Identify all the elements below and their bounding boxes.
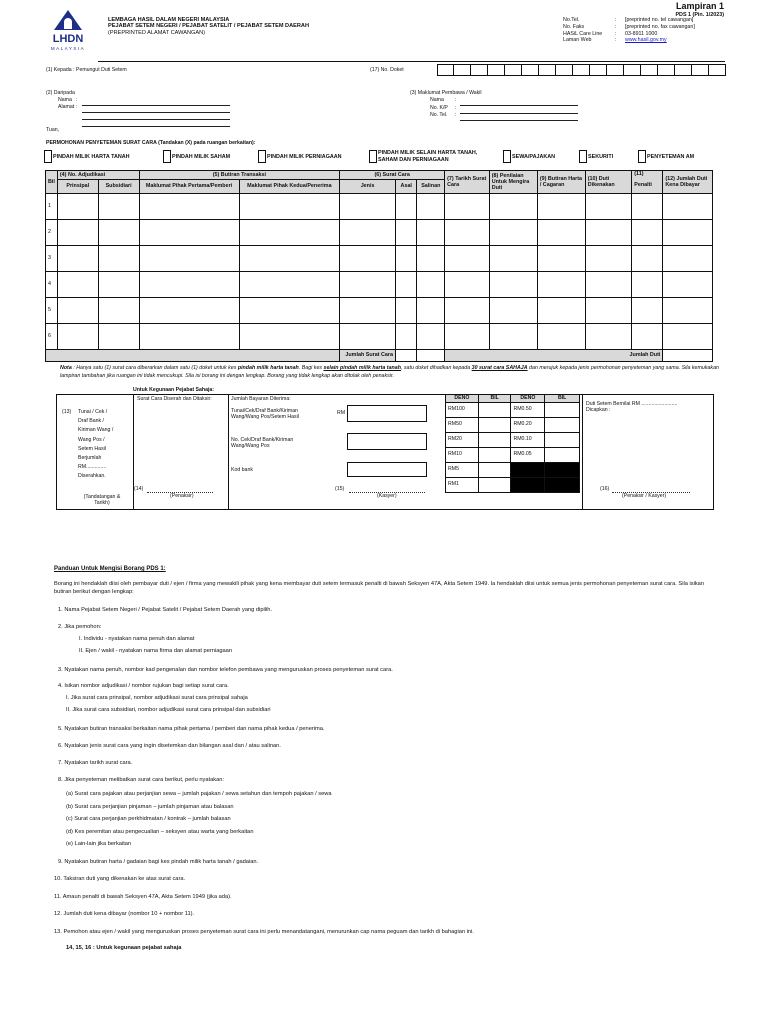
- no-cek-label: No. Cek/Draf Bank/Kiriman Wang/Wang Pos: [231, 437, 294, 450]
- office-use-title: Untuk Kegunaan Pejabat Sahaja:: [133, 387, 215, 393]
- logo-subtext: MALAYSIA: [50, 46, 86, 51]
- doket-digit-box[interactable]: [692, 64, 709, 76]
- checkbox-sekuriti[interactable]: [579, 150, 587, 163]
- alamat-field-line[interactable]: [82, 119, 230, 120]
- option-saham: PINDAH MILIK SAHAM: [172, 154, 231, 160]
- lhdn-logo: [46, 8, 90, 52]
- guide-item: (c) Surat cara perjanjian perkhidmatan / kontrak – jumlah balasan: [66, 816, 231, 822]
- bayaran-jenis-label: Tunai/Cek/Draf Bank/Kiriman Wang/Wang Pos/Setem Hasil: [231, 408, 299, 421]
- guide-item: 11. Amaun penalti di bawah Seksyen 47A, Akta Setem 1949 (jika ada).: [54, 894, 232, 900]
- guide-item: (a) Surat cara pajakan atau perjanjian sewa – jumlah pajakan / sewa setahun dan tempoh pajakan / sewa: [66, 791, 332, 797]
- guide-item: 7. Nyatakan tarikh surat cara.: [58, 760, 133, 766]
- checkbox-sewa[interactable]: [503, 150, 511, 163]
- checkbox-selain[interactable]: [369, 150, 377, 163]
- blacked-out-cell: [511, 478, 545, 493]
- tuan-salutation: Tuan,: [46, 127, 60, 133]
- guide-item: 13. Pemohon atau ejen / wakil yang menguruskan proses penyeteman surat cara ini perlu menandatangani, menurunkan cap nama peguam dan tarikh di bahagian ini.: [54, 929, 474, 935]
- doket-digit-box[interactable]: [590, 64, 607, 76]
- option-selain: PINDAH MILIK SELAIN HARTA TANAH, SAHAM DAN PERNIAGAAN: [378, 150, 478, 163]
- col-transaksi: (5) Butiran Transaksi: [139, 171, 340, 180]
- guide-item: 1. Nama Pejabat Setem Negeri / Pejabat Satelit / Pejabat Setem Daerah yang dipilih.: [58, 607, 273, 613]
- jumlah-surat-cara-label: Jumlah Surat Cara: [340, 350, 396, 362]
- kasyer-label: (Kasyer): [377, 493, 397, 499]
- jumlah-bayaran-label: Jumlah Bayaran Diterima:: [231, 396, 291, 402]
- col-penalti: (11) Penalti: [632, 171, 663, 194]
- header-divider: [98, 61, 725, 62]
- logo-text: LHDN: [52, 33, 84, 45]
- nama-label: Nama: [58, 97, 72, 103]
- doket-digit-box[interactable]: [505, 64, 522, 76]
- guide-item: II. Jika surat cara subsidiari, nombor adjudikasi surat cara prinsipal dan subsidiari: [66, 707, 271, 713]
- doket-digit-box[interactable]: [539, 64, 556, 76]
- col-penilaian: (8) Penilaian Untuk Mengira Duti: [489, 171, 537, 194]
- blacked-out-cell: [545, 463, 580, 478]
- contact-value: 03-8911 1000: [625, 30, 658, 37]
- rm-label: RM: [337, 410, 346, 416]
- website-link[interactable]: www.hasil.gov.my: [625, 37, 667, 44]
- kod-bank-label: Kod bank: [231, 467, 253, 473]
- guide-item: I. Individu - nyatakan nama penuh dan alamat: [79, 636, 195, 642]
- pembawa-kp-label: No. K/P: [430, 105, 448, 111]
- doket-digit-box[interactable]: [641, 64, 658, 76]
- no-cek-field[interactable]: [347, 433, 427, 450]
- label-13: (13): [62, 409, 72, 415]
- table-row: 6: [46, 324, 713, 350]
- organization-block: [108, 17, 309, 36]
- duti-bernilai-label: Duti Setem Bernilai RM .........................: [586, 401, 678, 407]
- checkbox-saham[interactable]: [163, 150, 171, 163]
- jumlah-duti-label: Jumlah Duti: [445, 350, 663, 362]
- guide-item: 3. Nyatakan nama penuh, nombor kad pengenalan dan nombor telefon pembawa yang menguruskan proses penyeteman surat cara.: [58, 667, 393, 673]
- guide-item: (e) Lain-lain jika berkaitan: [66, 841, 132, 847]
- guide-item: (b) Surat cara perjanjian pinjaman – jumlah pinjaman atau balasan: [66, 804, 234, 810]
- guide-item: I. Jika surat cara prinsipal, nombor adjudikasi surat cara prinsipal sahaja: [66, 695, 248, 701]
- col-duti: (10) Duti Dikenakan: [585, 171, 632, 194]
- col-butiran-harta: (9) Butiran Harta / Cagaran: [537, 171, 585, 194]
- guide-item: (d) Kes peremitan atau pengecualian – seksyen atau warta yang berkaitan: [66, 829, 254, 835]
- guide-item: 12. Jumlah duti kena dibayar (nombor 10 + nombor 11).: [54, 911, 195, 917]
- table-row: 4: [46, 272, 713, 298]
- option-sewa: SEWA/PAJAKAN: [512, 154, 556, 160]
- option-penyeteman-am: PENYETEMAN AM: [647, 154, 695, 160]
- kepada-label: (1) Kepada : Pemungut Duti Setem: [46, 67, 127, 73]
- col-salinan: Salinan: [417, 180, 445, 194]
- guide-item: II. Ejen / wakil - nyatakan nama firma dan alamat perniagaan: [79, 648, 233, 654]
- penaksir-kasyer-label: (Penaksir / Kasyer): [622, 493, 667, 499]
- option-sekuriti: SEKURITI: [588, 154, 614, 160]
- permohonan-heading: PERMOHONAN PENYETEMAN SURAT CARA (Tandakan (X) pada ruangan berkaitan):: [46, 140, 256, 146]
- total-salinan[interactable]: [417, 350, 445, 362]
- contact-value: [preprinted no. tel cawangan]: [625, 17, 694, 23]
- alamat-field-line[interactable]: [82, 112, 230, 113]
- surat-diserah-label: Surat Cara Diserah dan Ditaksir:: [137, 396, 212, 402]
- guide-item: 9. Nyatakan butiran harta / gadaian bagi kes pindah milik harta tanah / gadaian.: [58, 859, 259, 865]
- doket-digit-box[interactable]: [488, 64, 505, 76]
- doket-digit-box[interactable]: [556, 64, 573, 76]
- doket-digit-box[interactable]: [454, 64, 471, 76]
- pembawa-kp-field[interactable]: [460, 113, 578, 114]
- daripada-label: (2) Daripada: [46, 90, 75, 96]
- col-subsidiari: Subsidiari: [98, 180, 139, 194]
- org-office: PEJABAT SETEM NEGERI / PEJABAT SATELIT / PEJABAT SETEM DAERAH: [108, 23, 309, 30]
- totals-row: [46, 350, 713, 362]
- bayaran-amount-field[interactable]: [347, 405, 427, 422]
- guide-item: 4. Isikan nombor adjudikasi / nombor rujukan bagi setiap surat cara.: [58, 683, 229, 689]
- pembawa-tel-label: No. Tel.: [430, 112, 448, 118]
- label-15: (15): [335, 486, 345, 492]
- doket-digit-box[interactable]: [709, 64, 726, 76]
- alamat-field-line[interactable]: [82, 126, 230, 127]
- doket-digit-box[interactable]: [658, 64, 675, 76]
- contact-value: [preprinted no. fax cawangan]: [625, 23, 695, 30]
- checkbox-penyeteman-am[interactable]: [638, 150, 646, 163]
- doket-digit-box[interactable]: [675, 64, 692, 76]
- col-asal: Asal: [396, 180, 417, 194]
- contact-block: No.Tel. : [preprinted no. tel cawangan] No. Faks : [preprinted no. fax cawangan] HASiL Care Line : 03-8911 1000 Laman Web : www.hasil.gov.my: [563, 17, 695, 44]
- doket-digit-box[interactable]: [573, 64, 590, 76]
- blacked-out-cell: [511, 463, 545, 478]
- guide-intro: Borang ini hendaklah diisi oleh pembayar duti / ejen / firma yang mewakili pihak yang kena membayar duti setem termasuk penalti di bawah Seksyen 47A, Akta Setem 1949. Ia hendaklah diisi untuk semua jenis permohonan penyeteman surat cara. Sila isikan butiran berikut dengan lengkap:: [54, 581, 705, 596]
- doket-digit-box[interactable]: [522, 64, 539, 76]
- col-jenis: Jenis: [340, 180, 396, 194]
- doket-digit-box[interactable]: [607, 64, 624, 76]
- kod-bank-field[interactable]: [347, 462, 427, 477]
- dicapkan-label: Dicapkan :: [586, 407, 611, 413]
- form-code: PDS 1 (Pin. 1/2023): [675, 12, 724, 18]
- contact-key: No.Tel.: [563, 17, 580, 23]
- denomination-table: DENO BIL DENO BIL RM100 RM0.50 RM50 RM0.20 RM20 RM0.10 RM10 RM0.05 RM5 RM1: [445, 394, 580, 493]
- penaksir-label: (Penaksir): [170, 493, 194, 499]
- col-adjudikasi: (4) No. Adjudikasi: [57, 171, 139, 180]
- table-row: 2: [46, 220, 713, 246]
- checkbox-perniagaan[interactable]: [258, 150, 266, 163]
- col-bil: Bil: [46, 171, 58, 194]
- doket-digit-box[interactable]: [624, 64, 641, 76]
- no-doket-label: (17) No. Doket: [370, 67, 404, 73]
- tandatangan-label: (Tandatangan & Tarikh): [83, 494, 121, 506]
- contact-key: No. Faks: [563, 23, 585, 30]
- col-pihak-kedua: Maklumat Pihak Kedua/Penerima: [239, 180, 340, 194]
- guide-item: 6. Nyatakan jenis surat cara yang ingin disetemkan dan bilangan asal dan / atau salinan.: [58, 743, 281, 749]
- guide-item: 5. Nyatakan butiran transaksi berkaitan nama pihak pertama / pemberi dan nama pihak kedua / penerima.: [58, 726, 325, 732]
- col-jumlah-duti: (12) Jumlah Duti Kena Dibayar: [663, 171, 713, 194]
- table-row: 5: [46, 298, 713, 324]
- guide-item: 2. Jika pemohon:: [58, 624, 102, 630]
- contact-key: Laman Web: [563, 37, 592, 44]
- maklumat-pembawa-label: (3) Maklumat Pembawa / Wakil: [410, 90, 482, 96]
- tunai-diserahkan-block: Tunai / Cek / Draf Bank / Kiriman Wang / Wang Pos / Setem Hasil Berjumlah RM.............. Diserahkan.: [78, 409, 114, 480]
- col-tarikh: (7) Tarikh Surat Cara: [445, 171, 490, 194]
- doket-digit-box[interactable]: [437, 64, 454, 76]
- guide-item: 8. Jika penyeteman melibatkan surat cara berikut, perlu nyatakan:: [58, 777, 224, 783]
- table-row: 1: [46, 194, 713, 220]
- contact-key: HASiL Care Line: [563, 30, 603, 37]
- guide-footer: 14, 15, 16 : Untuk kegunaan pejabat sahaja: [66, 945, 182, 951]
- label-14: (14): [134, 486, 144, 492]
- checkbox-harta-tanah[interactable]: [44, 150, 52, 163]
- guide-item: 10. Taksiran duti yang dikenakan ke atas surat cara.: [54, 876, 186, 882]
- col-surat-cara: (6) Surat Cara: [340, 171, 445, 180]
- pembawa-nama-field[interactable]: [460, 105, 578, 106]
- option-perniagaan: PINDAH MILIK PERNIAGAAN: [267, 154, 342, 160]
- label-16: (16): [600, 486, 610, 492]
- alamat-label: Alamat: [58, 104, 75, 110]
- guide-title: Panduan Untuk Mengisi Borang PDS 1:: [54, 566, 166, 572]
- doket-digit-box[interactable]: [471, 64, 488, 76]
- table-row: 3: [46, 246, 713, 272]
- surat-cara-table: [45, 170, 713, 362]
- table-note: Nota : Hanya satu (1) surat cara diberarkan dalam satu (1) doket untuk kes pindah milik harta tanah. Bagi kes selain pindah milik harta tanah, satu doket dihadkan kepada 30 surat cara SAHAJA dan merujuk kepada jenis permohonan penyeteman yang sama. Sila kemukakan lampiran tambahan jika ruangan ini tidak mencukupi. Sila isi borang ini dengan lengkap. Borang yang tidak lengkap akan ditolak oleh penaksir.: [60, 365, 719, 379]
- org-address: (PREPRINTED ALAMAT CAWANGAN): [108, 29, 205, 36]
- col-prinsipal: Prinsipal: [57, 180, 98, 194]
- nama-field[interactable]: [82, 105, 230, 106]
- option-harta-tanah: PINDAH MILIK HARTA TANAH: [53, 154, 130, 160]
- org-name: LEMBAGA HASIL DALAM NEGERI MALAYSIA: [108, 17, 230, 23]
- total-jumlah-duti[interactable]: [663, 350, 713, 362]
- blacked-out-cell: [545, 478, 580, 493]
- col-pihak-pertama: Maklumat Pihak Pertama/Pemberi: [139, 180, 239, 194]
- lampiran-label: Lampiran 1: [675, 1, 724, 11]
- total-asal[interactable]: [396, 350, 417, 362]
- pembawa-tel-field[interactable]: [460, 120, 578, 121]
- pembawa-nama-label: Nama: [430, 97, 444, 103]
